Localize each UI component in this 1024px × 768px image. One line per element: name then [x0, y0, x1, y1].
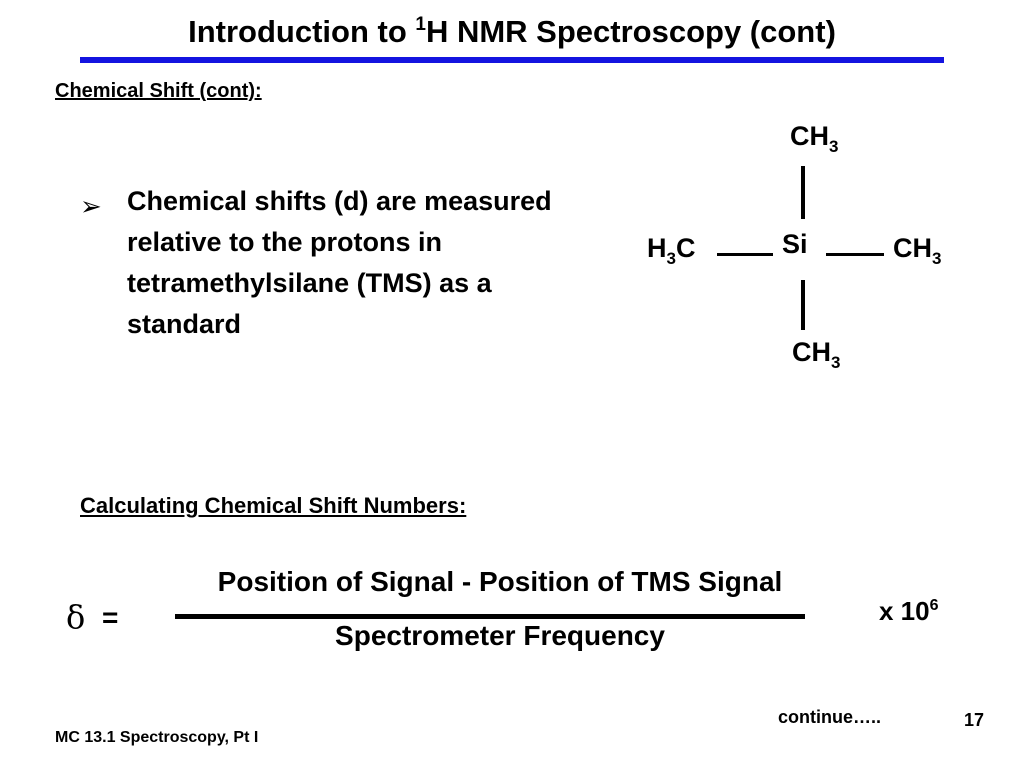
slide-title — [0, 12, 1024, 52]
tms-right-ch3-sub: 3 — [932, 249, 942, 268]
bullet-text: Chemical shifts (d) are measured relative to the protons in tetramethylsilane (TMS) as a standard — [127, 186, 552, 339]
title-superscript: 1 — [415, 14, 426, 35]
tms-top-ch3-main: CH — [790, 121, 829, 151]
title-prefix: Introduction to — [188, 14, 416, 49]
tms-silicon-atom: Si — [782, 229, 808, 259]
tms-right-ch3-group — [893, 232, 942, 268]
continue-label: continue….. — [778, 707, 881, 727]
fraction-bar — [175, 614, 805, 619]
multiplier-base: x 10 — [879, 596, 930, 626]
delta-symbol: δ — [66, 598, 86, 636]
tms-right-ch3-main: CH — [893, 233, 932, 263]
tms-left-prefix: H — [647, 233, 667, 263]
formula-denominator: Spectrometer Frequency — [335, 620, 665, 651]
tms-bottom-ch3-main: CH — [792, 337, 831, 367]
multiplier-exponent: 6 — [929, 597, 939, 614]
formula-numerator: Position of Signal - Position of TMS Signal — [217, 566, 783, 597]
chemical-shift-heading: Chemical Shift (cont): — [55, 80, 262, 102]
bond-si-right — [826, 253, 884, 256]
tms-bottom-ch3-sub: 3 — [831, 353, 841, 372]
bond-si-top — [801, 166, 805, 219]
equals-sign: = — [102, 602, 119, 633]
arrow-bullet-icon: ➢ — [80, 191, 102, 221]
tms-top-ch3-group — [790, 120, 839, 156]
tms-left-h3c-group — [647, 232, 696, 268]
tms-top-ch3-sub: 3 — [829, 137, 839, 156]
title-underline-rule — [80, 57, 944, 63]
tms-bottom-ch3-group — [792, 336, 841, 372]
title-suffix: H NMR Spectroscopy (cont) — [425, 14, 836, 49]
tms-left-sub: 3 — [666, 249, 676, 268]
calculating-shift-heading: Calculating Chemical Shift Numbers: — [80, 493, 467, 518]
formula-multiplier — [879, 596, 939, 627]
footer-course-label: MC 13.1 Spectroscopy, Pt I — [55, 729, 259, 746]
bond-si-bottom — [801, 280, 805, 330]
tms-left-suffix: C — [675, 233, 696, 263]
page-number: 17 — [964, 710, 985, 730]
bond-si-left — [717, 253, 773, 256]
